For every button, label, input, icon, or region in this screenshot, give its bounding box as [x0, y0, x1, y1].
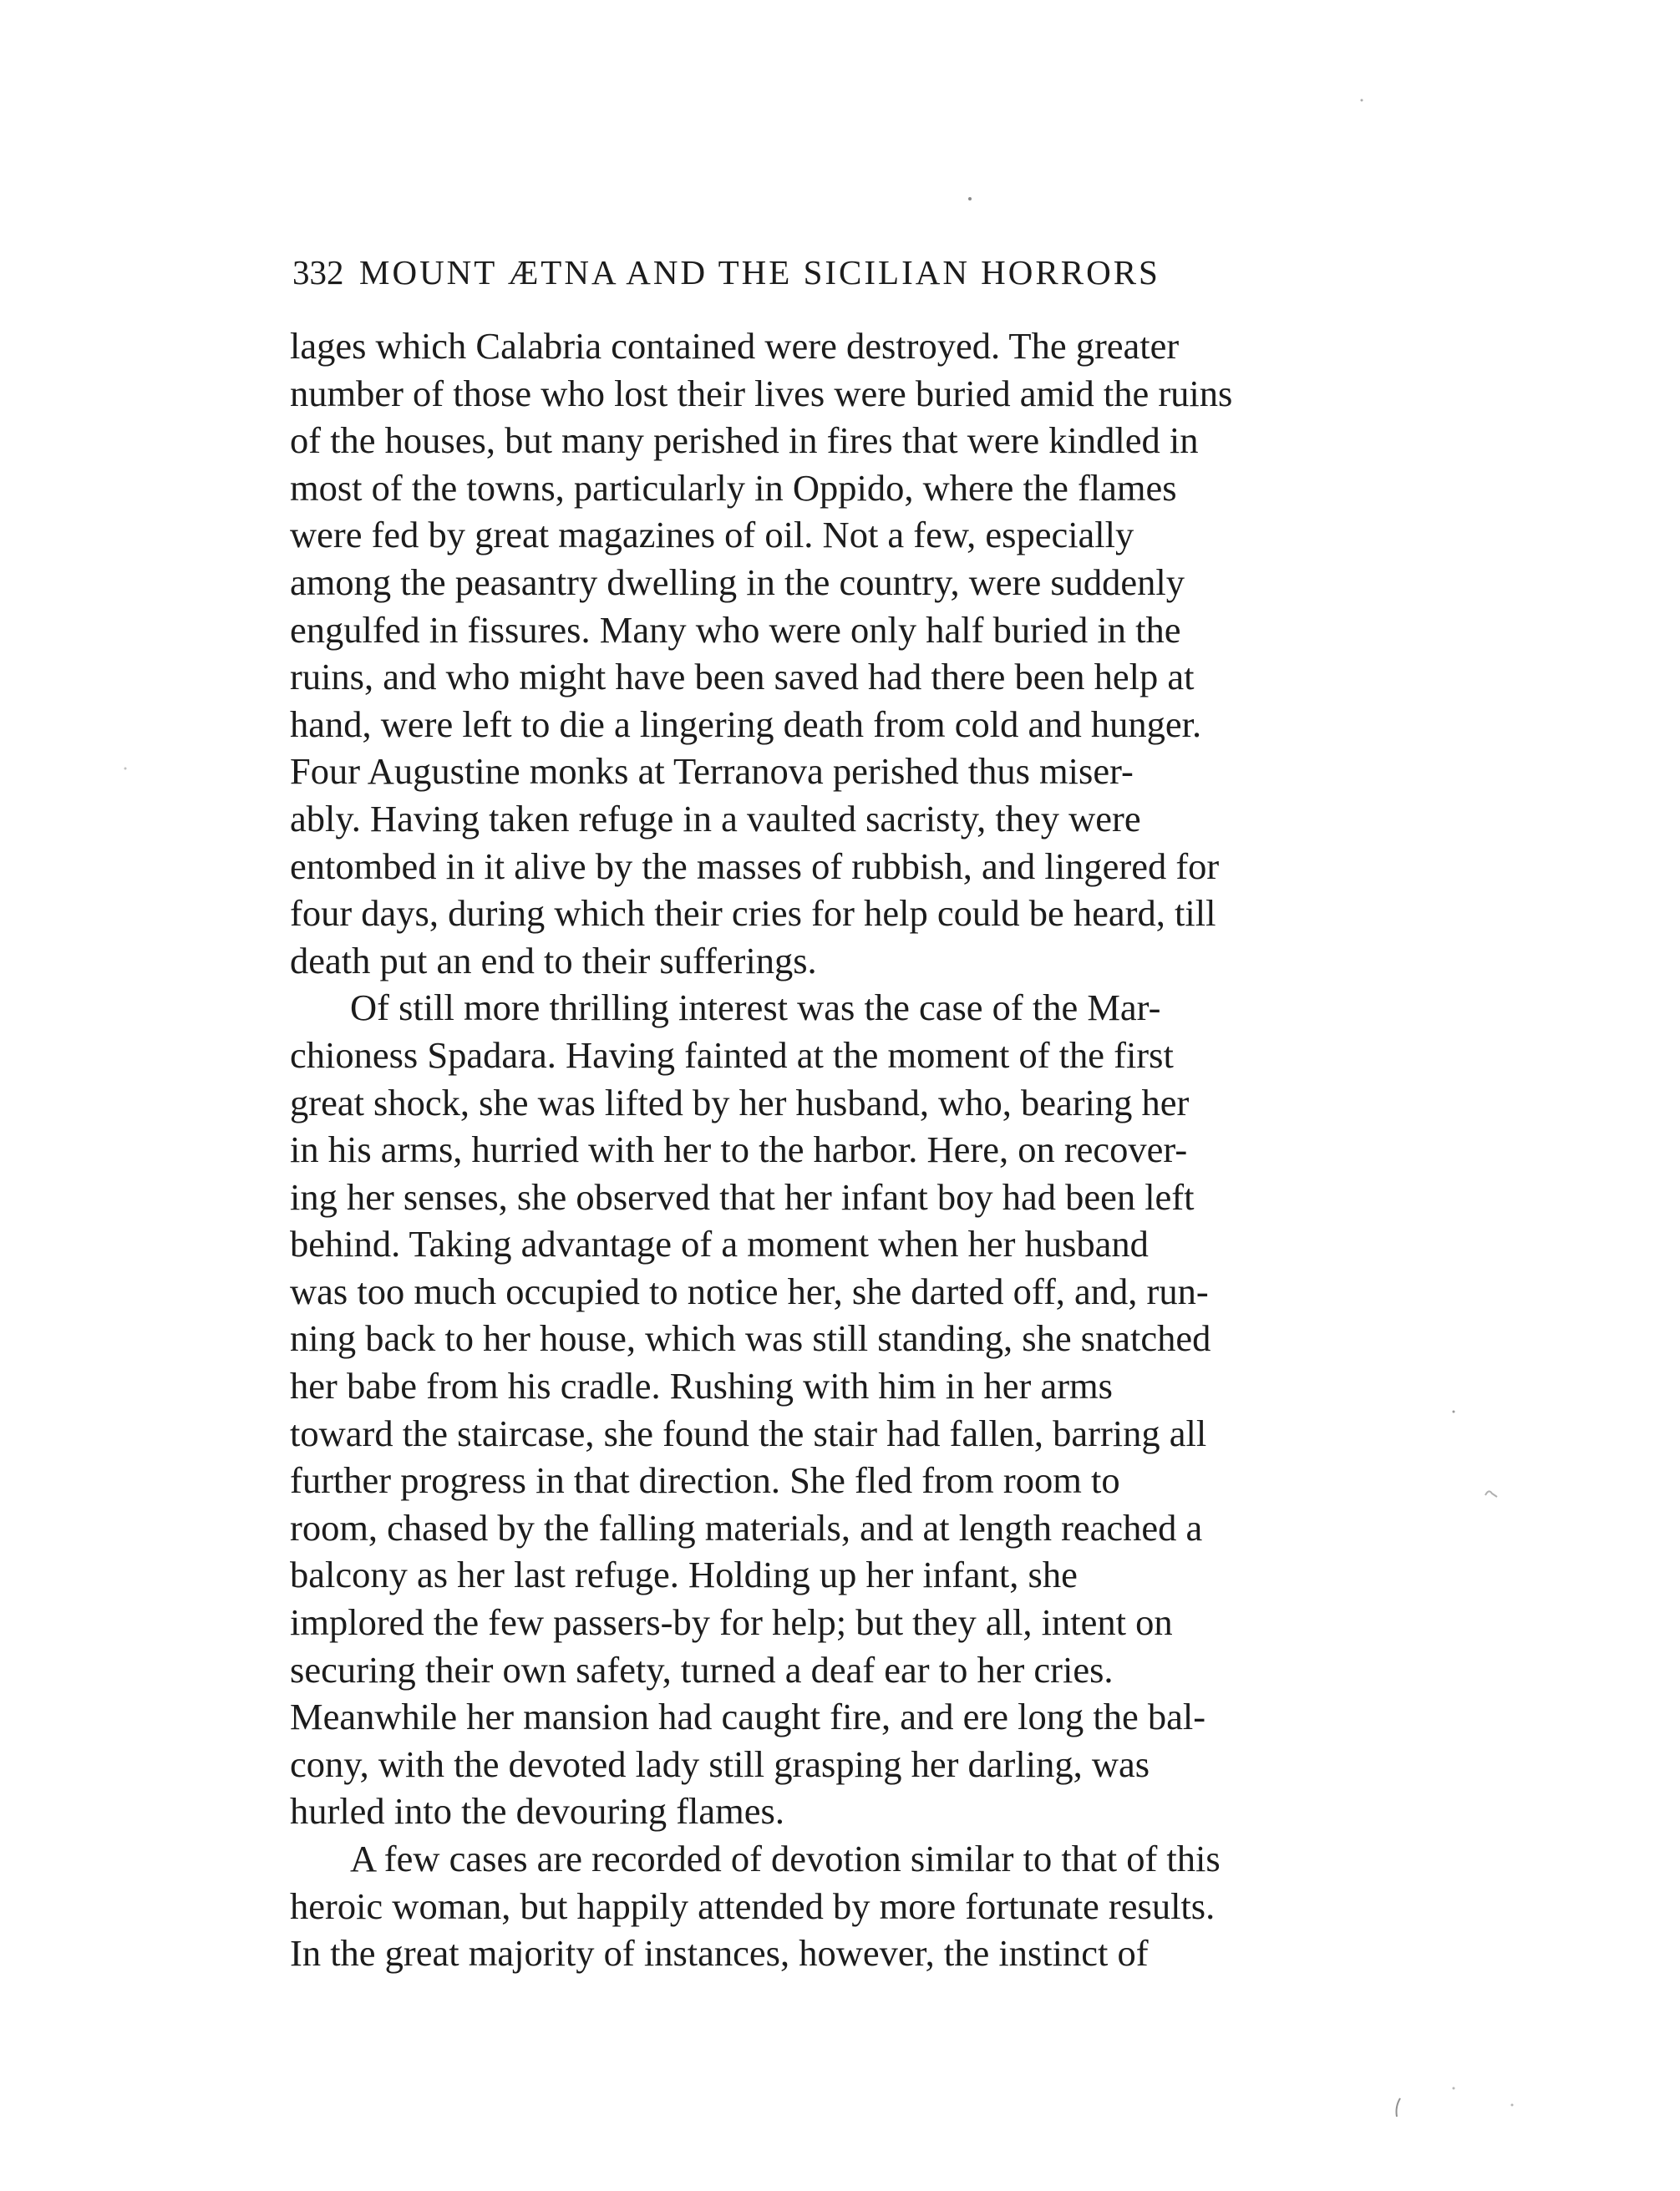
text-line: was too much occupied to notice her, she darted off, and, run- [290, 1270, 1209, 1312]
text-line: further progress in that direction. She fled from room to [290, 1459, 1120, 1502]
text-line: Meanwhile her mansion had caught fire, and ere long the bal- [290, 1696, 1206, 1738]
text-line: in his arms, hurried with her to the harbor. Here, on recover- [290, 1128, 1188, 1171]
text-line: cony, with the devoted lady still grasping her darling, was [290, 1742, 1150, 1785]
text-line: ning back to her house, which was still standing, she snatched [290, 1317, 1211, 1360]
text-line: were fed by great magazines of oil. Not a few, especially [290, 514, 1134, 556]
body-text [290, 322, 1459, 1977]
speck-mark [1485, 1491, 1497, 1497]
text-line: ing her senses, she observed that her infant boy had been left [290, 1175, 1195, 1218]
text-line: of the houses, but many perished in fires that were kindled in [290, 419, 1199, 462]
text-line: four days, during which their cries for help could be heard, till [290, 892, 1216, 935]
text-line: heroic woman, but happily attended by more fortunate results. [290, 1884, 1216, 1927]
text-line: room, chased by the falling materials, and at length reached a [290, 1506, 1203, 1549]
text-line: securing their own safety, turned a deaf ear to her cries. [290, 1648, 1114, 1691]
text-line: hand, were left to die a lingering death from cold and hunger. [290, 702, 1202, 745]
page-number: 332 [292, 253, 344, 292]
text-line: behind. Taking advantage of a moment when her husband [290, 1223, 1149, 1265]
text-line: chioness Spadara. Having fainted at the moment of the first [290, 1033, 1174, 1076]
text-line: Four Augustine monks at Terranova perished thus miser- [290, 750, 1134, 793]
speck-mark [124, 768, 127, 770]
text-line: In the great majority of instances, however, the instinct of [290, 1932, 1149, 1975]
text-line: balcony as her last refuge. Holding up her infant, she [290, 1554, 1078, 1596]
text-line: engulfed in fissures. Many who were only half buried in the [290, 608, 1181, 651]
paragraph-start-line: Of still more thrilling interest was the case of the Mar- [350, 986, 1161, 1029]
text-line: ruins, and who might have been saved had there been help at [290, 656, 1195, 698]
paragraph-start-line: A few cases are recorded of devotion similar to that of this [350, 1838, 1221, 1879]
text-line: among the peasantry dwelling in the country, were suddenly [290, 560, 1185, 603]
running-title: MOUNT ÆTNA AND THE SICILIAN HORRORS [359, 253, 1160, 292]
text-line: number of those who lost their lives were buried amid the ruins [290, 372, 1233, 414]
text-line: her babe from his cradle. Rushing with him in her arms [290, 1365, 1113, 1407]
text-line: implored the few passers-by for help; but they all, intent on [290, 1601, 1173, 1644]
running-head [292, 247, 1353, 297]
speck-mark [1511, 2104, 1514, 2107]
speck-mark [1397, 2098, 1401, 2117]
speck-mark [1361, 99, 1363, 102]
text-line: hurled into the devouring flames. [290, 1790, 784, 1833]
text-line: most of the towns, particularly in Oppido, where the flames [290, 466, 1177, 509]
speck-mark [968, 197, 972, 200]
text-line: entombed in it alive by the masses of rubbish, and lingered for [290, 844, 1220, 887]
text-line: lages which Calabria contained were destroyed. The greater [290, 325, 1180, 367]
text-line: great shock, she was lifted by her husband, who, bearing her [290, 1081, 1190, 1123]
text-line: toward the staircase, she found the stair had fallen, barring all [290, 1412, 1207, 1454]
speck-mark [1453, 2087, 1455, 2090]
text-line: death put an end to their sufferings. [290, 939, 817, 981]
text-line: ably. Having taken refuge in a vaulted sacristy, they were [290, 797, 1141, 839]
